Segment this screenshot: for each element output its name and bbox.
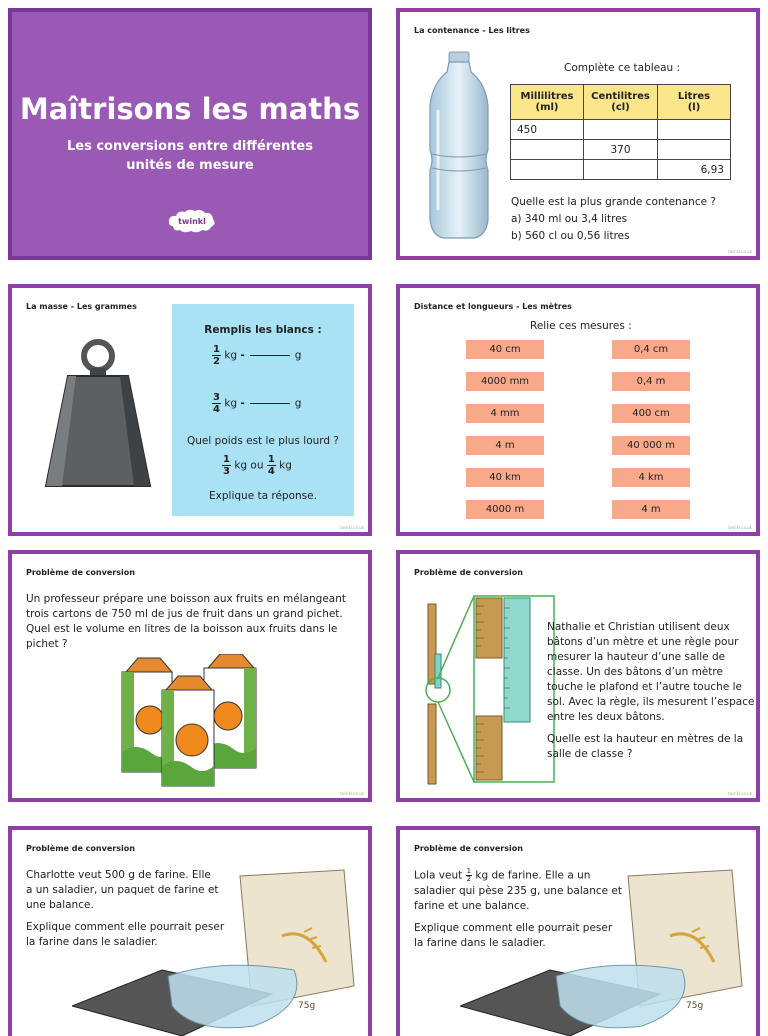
- scale-bowl-flour-illustration: [460, 866, 760, 1036]
- column-header: Litres (l): [658, 85, 731, 120]
- table-cell[interactable]: [584, 160, 658, 180]
- fill-blanks-panel: [172, 304, 354, 516]
- measure-left[interactable]: 4000 m: [466, 500, 544, 519]
- credit-text: twinkl.co.uk: [728, 791, 752, 796]
- table-row: [511, 120, 731, 140]
- answer-blank[interactable]: [250, 403, 290, 404]
- instruction-text: Complète ce tableau :: [564, 62, 681, 74]
- option-a: a) 340 ml ou 3,4 litres: [511, 213, 628, 225]
- measure-right[interactable]: 4 km: [612, 468, 690, 487]
- text-line: sol. Avec la règle, ils mesurent l’espace: [547, 696, 755, 708]
- measure-left[interactable]: 4 mm: [466, 404, 544, 423]
- card-heading: Problème de conversion: [414, 568, 523, 577]
- text-line: mesurer la hauteur d’une salle de: [547, 651, 726, 663]
- table-cell[interactable]: [584, 120, 658, 140]
- card-heading: La masse - Les grammes: [26, 302, 137, 311]
- column-header: Millilitres (ml): [511, 85, 584, 120]
- panel-title: Remplis les blancs :: [204, 324, 322, 336]
- card-heading: Problème de conversion: [26, 844, 135, 853]
- problem-card-juice: [8, 550, 372, 802]
- text-line: saladier qui pèse 235 g, une balance et: [414, 884, 623, 897]
- scale-label: 75g: [686, 1001, 704, 1011]
- text-line: entre les deux bâtons.: [547, 711, 665, 723]
- card-heading: Distance et longueurs - Les mètres: [414, 302, 572, 311]
- bottle-illustration: [424, 50, 494, 242]
- problem-text: [26, 592, 346, 652]
- text-line: classe. Un des bâtons d’un mètre: [547, 666, 723, 678]
- question-line: Quelle est la hauteur en mètres de la: [547, 733, 744, 745]
- cover-subtitle-line1: Les conversions entre différentes: [66, 139, 313, 154]
- table-cell[interactable]: [658, 140, 731, 160]
- text-line: bâtons d’un mètre et une règle pour: [547, 636, 739, 648]
- cover-subtitle: [42, 137, 338, 175]
- problem-card-flour-half-kg: [396, 826, 760, 1036]
- table-cell[interactable]: [511, 160, 584, 180]
- measure-right[interactable]: 40 000 m: [612, 436, 690, 455]
- table-row: [511, 140, 731, 160]
- fraction: $\frac{1}{2}$: [466, 867, 472, 883]
- text-line: pichet ?: [26, 638, 68, 650]
- cover-title: Maîtrisons les maths: [19, 92, 361, 126]
- text-line: une balance.: [26, 899, 94, 911]
- table-cell[interactable]: 450: [511, 120, 584, 140]
- mass-card: [8, 284, 372, 536]
- juice-cartons-illustration: [116, 654, 260, 788]
- table-row: [511, 160, 731, 180]
- blank-row-1: $\frac{1}{2}$ kg - g: [213, 344, 302, 367]
- measure-right[interactable]: 0,4 cm: [612, 340, 690, 359]
- fraction: $\frac{3}{4}$: [213, 392, 220, 415]
- text-line: Charlotte veut 500 g de farine. Elle: [26, 869, 211, 881]
- volume-card: [396, 8, 760, 260]
- table-cell[interactable]: [658, 120, 731, 140]
- table-header-row: [511, 85, 731, 120]
- fraction: $\frac{1}{4}$: [267, 454, 275, 477]
- question-text: Quelle est la plus grande contenance ?: [511, 196, 716, 208]
- distance-card: [396, 284, 760, 536]
- blank-row-2: $\frac{3}{4}$ kg - g: [213, 392, 302, 415]
- logo-text: twinkl: [178, 217, 206, 226]
- question-block: [511, 194, 716, 245]
- compare-row: $\frac{1}{3}$ kg ou $\frac{1}{4}$ kg: [223, 454, 292, 477]
- card-heading: La contenance - Les litres: [414, 26, 530, 35]
- cover-card: [8, 8, 372, 260]
- text-line: Nathalie et Christian utilisent deux: [547, 621, 730, 633]
- text-line: trois cartons de 750 ml de jus de fruit dans un grand pichet.: [26, 608, 343, 620]
- answer-blank[interactable]: [250, 355, 290, 356]
- sticks-ruler-illustration: [420, 592, 560, 786]
- text-line: touche le plafond et l’autre touche le: [547, 681, 742, 693]
- text-line: a un saladier, un paquet de farine et: [26, 884, 219, 896]
- measure-left[interactable]: 40 cm: [466, 340, 544, 359]
- problem-text: [547, 620, 754, 762]
- card-heading: Problème de conversion: [414, 844, 523, 853]
- fraction: $\frac{1}{2}$: [213, 344, 220, 367]
- column-header: Centilitres (cl): [584, 85, 658, 120]
- credit-text: twinkl.co.uk: [340, 791, 364, 796]
- text-line: Explique comment elle pourrait peser: [26, 921, 225, 933]
- option-b: b) 560 cl ou 0,56 litres: [511, 230, 630, 242]
- measure-left[interactable]: 4000 mm: [466, 372, 544, 391]
- measure-right[interactable]: 4 m: [612, 500, 690, 519]
- text-line: Quel est le volume en litres de la boisson aux fruits dans le: [26, 623, 338, 635]
- instruction-text: Relie ces mesures :: [530, 320, 632, 332]
- problem-card-flour-500g: [8, 826, 372, 1036]
- text-line: Explique comment elle pourrait peser: [414, 921, 613, 934]
- credit-text: twinkl.co.uk: [728, 249, 752, 254]
- scale-bowl-flour-illustration: [72, 866, 372, 1036]
- text-line: Un professeur prépare une boisson aux fruits en mélangeant: [26, 593, 347, 605]
- conversion-table: [510, 84, 731, 180]
- mass-question: Quel poids est le plus lourd ?: [187, 435, 339, 447]
- question-line: salle de classe ?: [547, 748, 633, 760]
- credit-text: twinkl.co.uk: [728, 525, 752, 530]
- fraction: $\frac{1}{3}$: [223, 454, 230, 477]
- measure-left[interactable]: 4 m: [466, 436, 544, 455]
- measure-left[interactable]: 40 km: [466, 468, 544, 487]
- twinkl-logo: [167, 208, 217, 234]
- measure-right[interactable]: 0,4 m: [612, 372, 690, 391]
- table-cell[interactable]: 370: [584, 140, 658, 160]
- text-line: farine et une balance.: [414, 899, 530, 912]
- card-heading: Problème de conversion: [26, 568, 135, 577]
- text-line: la farine dans le saladier.: [414, 936, 546, 949]
- cover-subtitle-line2: unités de mesure: [126, 158, 254, 173]
- explain-text: Explique ta réponse.: [209, 490, 317, 502]
- weight-illustration: [38, 336, 156, 496]
- table-cell[interactable]: [511, 140, 584, 160]
- text-line: Lola veut $\frac{1}{2}$ kg de farine. Elle a un: [414, 867, 591, 883]
- table-cell[interactable]: 6,93: [658, 160, 731, 180]
- measure-right[interactable]: 400 cm: [612, 404, 690, 423]
- problem-card-room-height: [396, 550, 760, 802]
- credit-text: twinkl.co.uk: [340, 525, 364, 530]
- scale-label: 75g: [298, 1001, 316, 1011]
- text-line: la farine dans le saladier.: [26, 936, 158, 948]
